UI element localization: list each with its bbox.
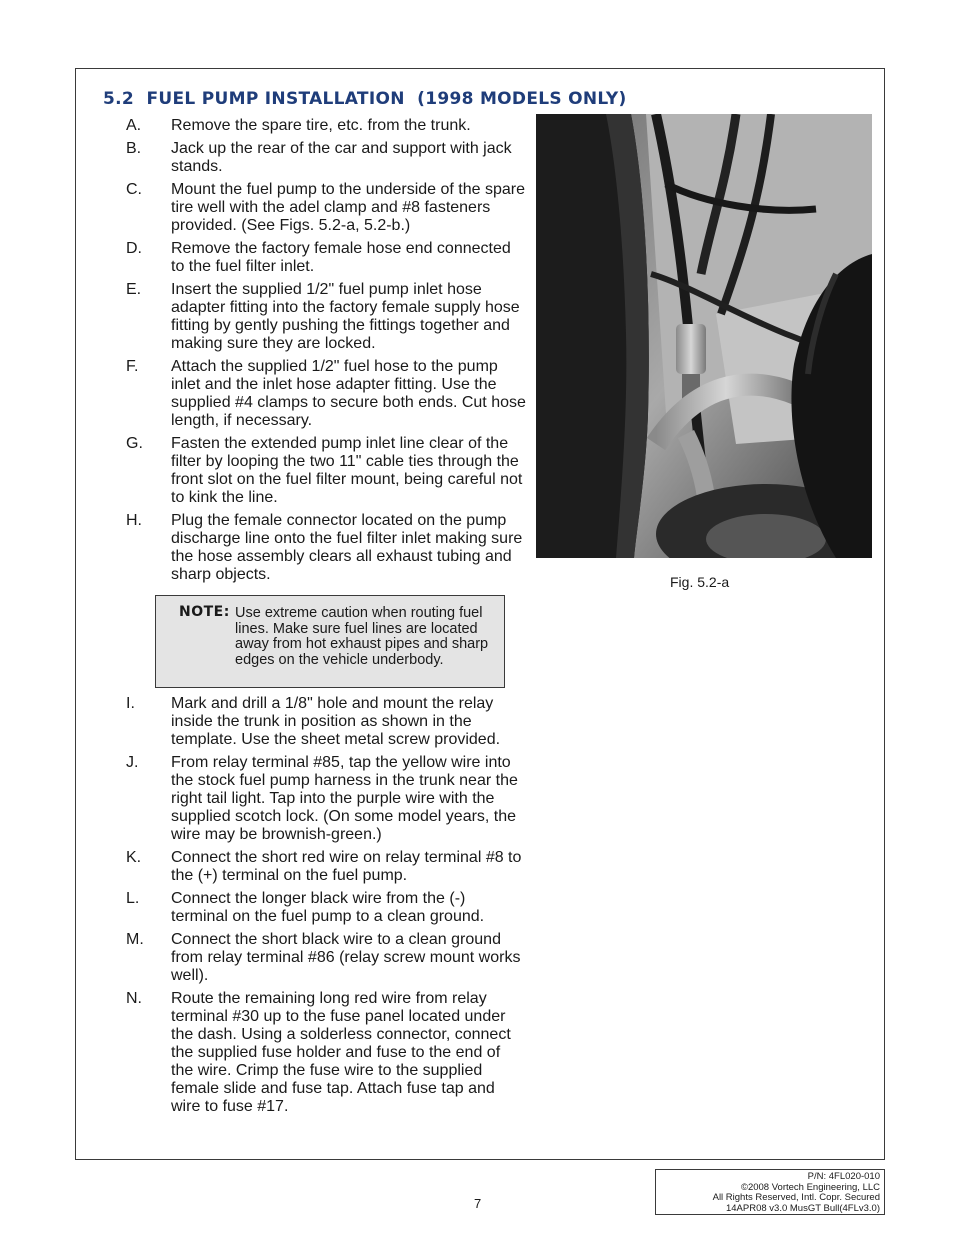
step-letter: J. <box>126 754 139 771</box>
step-letter: F. <box>126 358 139 375</box>
step-item <box>126 240 526 276</box>
step-letter: M. <box>126 931 144 948</box>
copyright-line: ©2008 Vortech Engineering, LLC <box>740 1181 880 1193</box>
step-item <box>126 117 526 135</box>
rights-line: All Rights Reserved, Intl. Copr. Secured <box>712 1192 880 1203</box>
step-letter: N. <box>126 990 142 1007</box>
step-letter: I. <box>126 695 135 712</box>
step-text: Mark and drill a 1/8" hole and mount the relay inside the trunk in position as shown in the template. Use the sheet metal screw provided. <box>171 695 501 748</box>
version-line: 14APR08 v3.0 MusGT Bull(4FLv3.0) <box>725 1202 880 1214</box>
figure-caption: Fig. 5.2-a <box>670 574 730 590</box>
step-letter: C. <box>126 181 142 198</box>
step-text: Mount the fuel pump to the underside of the spare tire well with the adel clamp and #8 fasteners provided. (See Figs. 5.2-a, 5.2-b.) <box>171 181 526 234</box>
steps-list-part1 <box>126 117 526 589</box>
step-text: Insert the supplied 1/2" fuel pump inlet hose adapter fitting into the factory female supply hose fitting by gently pushing the fittings together and making sure they are locked. <box>171 281 520 352</box>
step-text: From relay terminal #85, tap the yellow wire into the stock fuel pump harness in the trunk near the right tail light. Tap into the purple wire with the supplied scotch lock. (On some model years, the wire may be brownish-green.) <box>171 754 518 843</box>
step-letter: L. <box>126 890 140 907</box>
step-letter: D. <box>126 240 142 257</box>
step-item <box>126 281 526 353</box>
step-letter: H. <box>126 512 142 529</box>
step-text: Plug the female connector located on the pump discharge line onto the fuel filter inlet making sure the hose assembly clears all exhaust tubing and sharp objects. <box>171 512 523 583</box>
step-item <box>126 890 526 926</box>
step-item <box>126 512 526 584</box>
step-letter: K. <box>126 849 142 866</box>
step-item <box>126 435 526 507</box>
step-text: Fasten the extended pump inlet line clear of the filter by looping the two 11" cable ties through the front slot on the fuel filter mount, being careful not to kink the line. <box>171 435 523 506</box>
step-item <box>126 695 526 749</box>
copyright-box <box>655 1169 885 1215</box>
step-text: Connect the longer black wire from the (-) terminal on the fuel pump to a clean ground. <box>171 890 485 925</box>
note-text: Use extreme caution when routing fuel lines. Make sure fuel lines are located away from hot exhaust pipes and sharp edges on the vehicle underbody. <box>235 605 489 668</box>
step-item <box>126 931 526 985</box>
step-item <box>126 849 526 885</box>
step-letter: A. <box>126 117 142 134</box>
step-item <box>126 754 526 844</box>
step-letter: E. <box>126 281 142 298</box>
step-item <box>126 140 526 176</box>
step-text: Attach the supplied 1/2" fuel hose to the pump inlet and the inlet hose adapter fitting. Use the supplied #4 clamps to secure both ends. Cut hose length, if necessary. <box>171 358 526 429</box>
steps-list-part2 <box>126 695 526 1121</box>
fuel-pump-photo <box>536 114 872 558</box>
step-text: Remove the spare tire, etc. from the trunk. <box>171 117 471 134</box>
note-label: NOTE: <box>179 604 230 620</box>
section-title: 5.2 FUEL PUMP INSTALLATION (1998 MODELS ONLY) <box>103 89 627 109</box>
step-text: Connect the short red wire on relay terminal #8 to the (+) terminal on the fuel pump. <box>171 849 522 884</box>
step-text: Route the remaining long red wire from relay terminal #30 up to the fuse panel located under the dash. Using a solderless connector, connect the supplied fuse holder and fuse to the end of the wire. Crimp the fuse wire to the supplied female slide and fuse tap. Attach fuse tap and wire to fuse #17. <box>171 990 511 1115</box>
step-item <box>126 181 526 235</box>
page-number: 7 <box>474 1196 482 1211</box>
part-number: P/N: 4FL020-010 <box>807 1171 880 1182</box>
step-text: Connect the short black wire to a clean ground from relay terminal #86 (relay screw mount works well). <box>171 931 521 984</box>
step-item <box>126 358 526 430</box>
step-text: Remove the factory female hose end connected to the fuel filter inlet. <box>171 240 511 275</box>
step-item <box>126 990 526 1116</box>
note-box <box>155 595 505 688</box>
step-text: Jack up the rear of the car and support with jack stands. <box>171 140 512 175</box>
step-letter: G. <box>126 435 143 452</box>
step-letter: B. <box>126 140 142 157</box>
